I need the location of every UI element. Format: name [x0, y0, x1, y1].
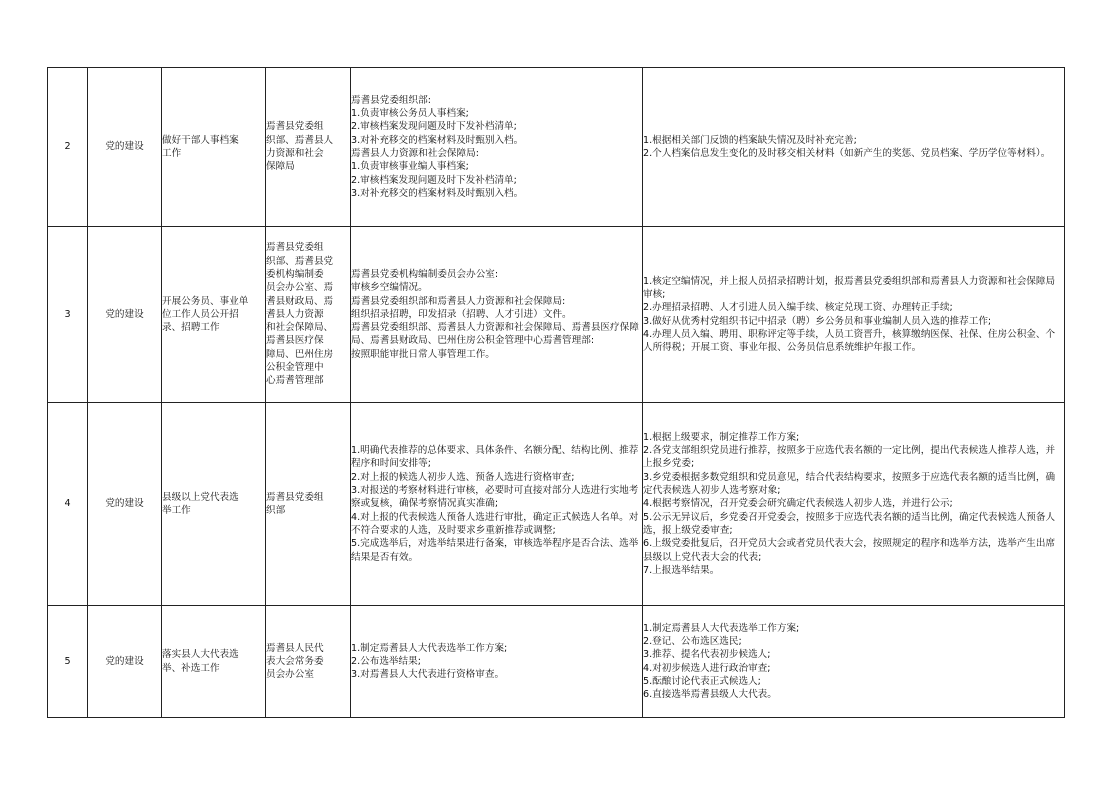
category-cell: 党的建设	[88, 227, 162, 403]
township-responsibility-cell	[643, 403, 1065, 606]
county-resp-line: 3.对焉耆县人大代表进行资格审查。	[351, 669, 505, 681]
dept-line: 员会办公室、焉	[266, 282, 334, 294]
township-resp-line: 3.推荐、提名代表初步候选人;	[643, 649, 771, 661]
row-number: 2	[48, 68, 88, 227]
item-cell	[162, 403, 266, 606]
table-row	[48, 227, 1065, 403]
township-resp-line: 2.各党支部组织党员进行推荐，按照多于应选代表名额的一定比例，提出代表候选人推荐人选，并上报乡党委;	[643, 445, 1056, 470]
county-resp-line: 焉耆县人力资源和社会保障局:	[351, 148, 479, 159]
dept-cell	[266, 68, 351, 227]
category-cell: 党的建设	[88, 403, 162, 606]
dept-line: 保障局	[266, 161, 295, 173]
row-number: 5	[48, 606, 88, 718]
item-cell	[162, 227, 266, 403]
table-row	[48, 68, 1065, 227]
county-resp-line: 1.负责审核公务员人事档案;	[351, 108, 469, 120]
county-resp-line: 焉耆县党委组织部、焉耆县人力资源和社会保障局、焉耆县医疗保障局、焉耆县财政局、巴州住房公积金管理中心焉耆管理部:	[351, 322, 639, 347]
county-responsibility-cell	[351, 227, 643, 403]
table-row	[48, 403, 1065, 606]
township-resp-line: 5.公示无异议后，乡党委召开党委会，按照多于应选代表名额的适当比例，确定代表候选人预备人选，报上级党委审查;	[643, 511, 1056, 536]
township-resp-line: 4.办理人员入编、聘用、职称评定等手续，人员工资晋升，核算缴纳医保、社保、住房公积金、个人所得税；开展工资、事业年报、公务员信息系统维护年报工作。	[643, 328, 1056, 354]
county-resp-line: 1.负责审核事业编人事档案;	[351, 161, 469, 173]
item-line: 位工作人员公开招	[162, 308, 239, 320]
township-resp-line: 1.制定焉耆县人大代表选举工作方案;	[643, 622, 800, 634]
dept-line: 心焉耆管理部	[266, 375, 324, 387]
county-resp-line: 按照职能审批日常人事管理工作。	[351, 348, 495, 360]
item-line: 举工作	[162, 505, 191, 516]
township-resp-line: 1.核定空编情况，并上报人员招录招聘计划，报焉耆县党委组织部和焉耆县人力资源和社会保障局审核;	[643, 275, 1056, 300]
township-resp-line: 3.做好从优秀村党组织书记中招录（聘）乡公务员和事业编制人员入选的推荐工作;	[643, 315, 992, 327]
item-line: 县级以上党代表选	[162, 491, 239, 503]
county-resp-line: 4.对上报的代表候选人预备人选进行审批，确定正式候选人名单。对不符合要求的人选，及时要求乡重新推荐或调整;	[351, 511, 639, 536]
dept-line: 委机构编制委	[266, 268, 324, 280]
item-line: 举、补选工作	[162, 662, 220, 674]
dept-line: 焉耆县党委组	[266, 121, 324, 133]
dept-line: 公积金管理中	[266, 362, 324, 374]
row-number: 3	[48, 227, 88, 403]
township-resp-line: 3.乡党委根据多数党组织和党员意见，结合代表结构要求，按照多于应选代表名额的适当比例，确定代表候选人初步人选考察对象;	[643, 471, 1056, 497]
category-cell: 党的建设	[88, 68, 162, 227]
county-responsibility-cell	[351, 606, 643, 718]
category-cell: 党的建设	[88, 606, 162, 718]
county-resp-line: 1.制定焉耆县人大代表选举工作方案;	[351, 642, 508, 654]
dept-cell	[266, 227, 351, 403]
dept-line: 织部	[266, 505, 286, 516]
dept-line: 织部、焉耆县人	[266, 134, 334, 146]
county-resp-line: 焉耆县党委组织部和焉耆县人力资源和社会保障局:	[351, 295, 566, 307]
township-resp-line: 1.根据相关部门反馈的档案缺失情况及时补充完善;	[643, 134, 857, 146]
township-resp-line: 6.上级党委批复后，召开党员大会或者党员代表大会，按照规定的程序和选举方法，选举产生出席县级以上党代表大会的代表;	[643, 538, 1056, 563]
item-line: 录、招聘工作	[162, 322, 220, 334]
township-resp-line: 2.办理招录招聘、人才引进人员入编手续、核定兑现工资、办理转正手续;	[643, 302, 953, 314]
county-resp-line: 2.审核档案发现问题及时下发补档清单;	[351, 174, 517, 186]
item-cell	[162, 606, 266, 718]
county-resp-line: 2.对上报的候选人初步人选、预备人选进行资格审查;	[351, 471, 575, 483]
dept-line: 焉耆县人民代	[266, 642, 324, 654]
dept-line: 障局、巴州住房	[266, 348, 334, 360]
document-page	[47, 67, 1064, 718]
county-responsibility-cell	[351, 403, 643, 606]
county-resp-line: 3.对补充移交的档案材料及时甄别入档。	[351, 187, 524, 199]
township-resp-line: 4.对初步候选人进行政治审查;	[643, 662, 771, 674]
item-cell	[162, 68, 266, 227]
responsibility-table	[47, 67, 1065, 718]
county-resp-line: 2.公布选举结果;	[351, 655, 421, 667]
item-line: 工作	[162, 148, 182, 159]
dept-line: 织部、焉耆县党	[266, 255, 334, 267]
county-resp-line: 组织招录招聘，印发招录（招聘、人才引进）文件。	[351, 308, 572, 320]
county-resp-line: 焉耆县党委机构编制委员会办公室:	[351, 268, 499, 280]
county-resp-line: 审核乡空编情况。	[351, 282, 428, 294]
county-resp-line: 2.审核档案发现问题及时下发补档清单;	[351, 121, 517, 133]
item-line: 开展公务员、事业单	[162, 295, 249, 307]
dept-line: 耆县财政局、焉	[266, 295, 334, 307]
dept-line: 焉耆县党委组	[266, 491, 324, 503]
township-responsibility-cell	[643, 68, 1065, 227]
row-number: 4	[48, 403, 88, 606]
township-responsibility-cell	[643, 606, 1065, 718]
township-responsibility-cell	[643, 227, 1065, 403]
county-responsibility-cell	[351, 68, 643, 227]
dept-cell	[266, 606, 351, 718]
dept-line: 耆县人力资源	[266, 308, 324, 320]
county-resp-line: 焉耆县党委组织部:	[351, 94, 431, 106]
township-resp-line: 4.根据考察情况，召开党委会研究确定代表候选人初步人选，并进行公示;	[643, 498, 953, 510]
county-resp-line: 5.完成选举后，对选举结果进行备案，审核选举程序是否合法、选举结果是否有效。	[351, 538, 639, 563]
township-resp-line: 1.根据上级要求，制定推荐工作方案;	[643, 431, 800, 443]
dept-cell	[266, 403, 351, 606]
dept-line: 表大会常务委	[266, 655, 324, 667]
county-resp-line: 3.对补充移交的档案材料及时甄别入档。	[351, 134, 524, 146]
dept-line: 力资源和社会	[266, 148, 324, 159]
item-line: 做好干部人事档案	[162, 134, 239, 146]
county-resp-line: 3.对报送的考察材料进行审核，必要时可直接对部分人选进行实地考察或复核，确保考察情况真实准确;	[351, 485, 639, 510]
table-row	[48, 606, 1065, 718]
dept-line: 焉耆县医疗保	[266, 335, 324, 347]
dept-line: 员会办公室	[266, 669, 314, 681]
township-resp-line: 2.个人档案信息发生变化的及时移交相关材料（如新产生的奖惩、党员档案、学历学位等材料）。	[643, 148, 1051, 159]
township-resp-line: 2.登记、公布选区选民;	[643, 635, 742, 647]
county-resp-line: 1.明确代表推荐的总体要求、具体条件、名额分配、结构比例、推荐程序和时间安排等;	[351, 445, 639, 470]
item-line: 落实县人大代表选	[162, 649, 239, 661]
township-resp-line: 5.酝酿讨论代表正式候选人;	[643, 675, 761, 687]
township-resp-line: 7.上报选举结果。	[643, 564, 720, 576]
dept-line: 焉耆县党委组	[266, 242, 324, 254]
dept-line: 和社会保障局、	[266, 322, 334, 334]
township-resp-line: 6.直接选举焉耆县级人大代表。	[643, 689, 777, 701]
